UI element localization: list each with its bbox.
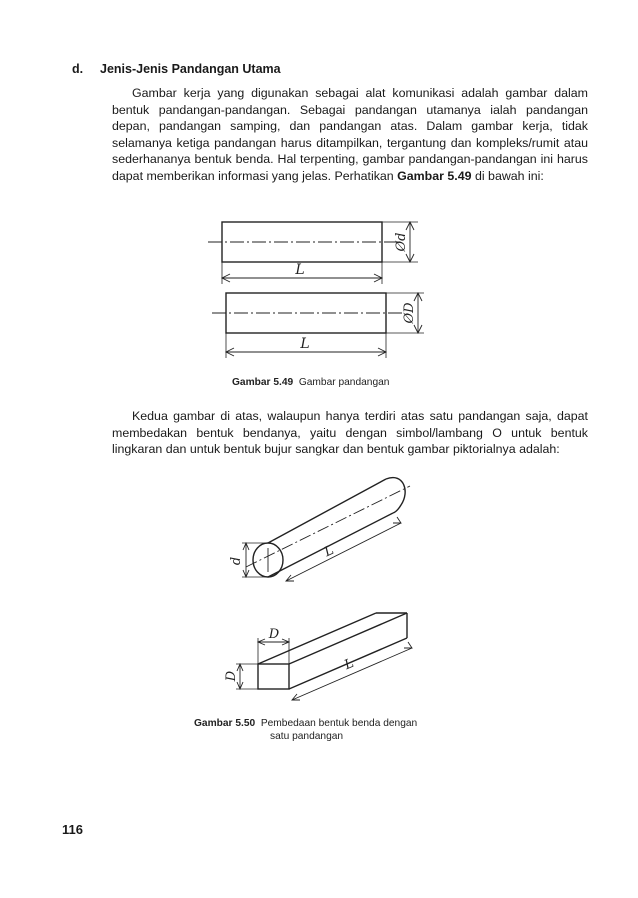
figure-5-50-caption-line1: Pembedaan bentuk benda dengan	[260, 718, 418, 729]
figure-5-49-caption-label: Gambar 5.49	[232, 377, 294, 388]
cylinder-diameter-label: d	[229, 556, 244, 566]
figure-5-50-caption	[194, 717, 417, 743]
figure-5-50-caption-label: Gambar 5.50	[194, 718, 256, 729]
figure-5-49-caption	[232, 376, 389, 389]
figure-5-49-caption-text: Gambar pandangan	[298, 377, 390, 388]
page-number: 116	[62, 822, 83, 837]
figure-5-50-caption-line2: satu pandangan	[270, 731, 344, 742]
section-title: Jenis-Jenis Pandangan Utama	[100, 62, 281, 76]
top-length-label: L	[295, 262, 305, 278]
paragraph-1-text: Gambar kerja yang digunakan sebagai alat komunikasi adalah gambar dalam bentuk pandangan-pandangan. Sebagai pandangan utamanya ialah pandangan depan, pandangan samping, dan pandangan atas. Dalam gambar kerja, tidak selamanya ketiga pandangan harus ditampilkan, tergantung dan kompleks/rumit atau sederhananya bentuk benda. Hal terpenting, gambar pandangan-pandangan ini harus dapat memberikan informasi yang jelas. Perhatikan	[112, 86, 588, 183]
paragraph-2-text: Kedua gambar di atas, walaupun hanya terdiri atas satu pandangan saja, dapat membedakan bentuk bendanya, yaitu dengan simbol/lambang O untuk bentuk lingkaran dan untuk bentuk bujur sangkar dan bentuk gambar piktorialnya adalah:	[112, 409, 588, 457]
paragraph-2	[112, 408, 588, 458]
bottom-diameter-label: ØD	[402, 302, 417, 324]
square-bar-pictorial	[236, 613, 412, 700]
bottom-length-label: L	[300, 336, 310, 352]
cylinder-pictorial	[242, 478, 410, 581]
section-letter: d.	[72, 62, 84, 76]
bar-height-label: D	[224, 670, 239, 682]
cylinder-length-label: L	[322, 542, 337, 561]
figure-reference: Gambar 5.49	[397, 168, 472, 183]
square-bar-end-face	[258, 664, 289, 689]
bar-length-label: L	[342, 655, 357, 674]
paragraph-1-tail: di bawah ini:	[471, 168, 544, 183]
bar-width-label: D	[268, 627, 280, 642]
top-diameter-label: Ød	[394, 232, 409, 252]
